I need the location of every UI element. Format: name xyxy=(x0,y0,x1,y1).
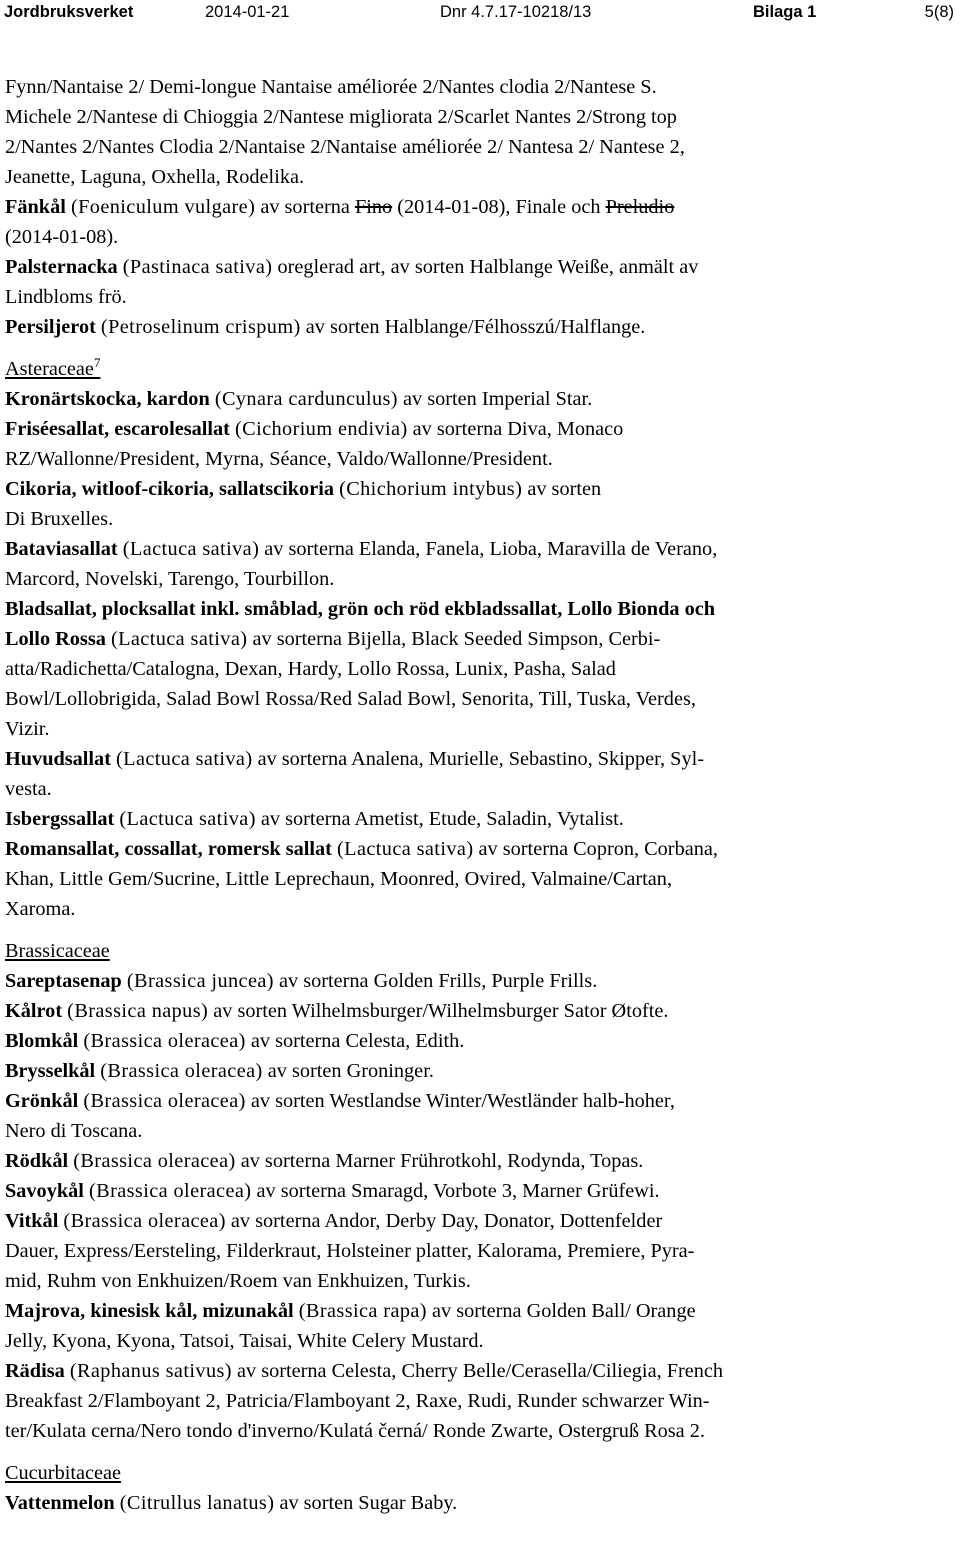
entry-text: av sorten Sugar Baby. xyxy=(274,1492,458,1514)
crop-name: Sareptasenap xyxy=(5,970,122,992)
entry-text: av sorterna Celesta, Cherry Belle/Cerasella/Ciliegia, French xyxy=(231,1360,724,1382)
entry-text: av sorten Groninger. xyxy=(262,1060,434,1082)
entry-sareptasenap xyxy=(5,966,950,996)
text-line: Bowl/Lollobrigida, Salad Bowl Rossa/Red Salad Bowl, Senorita, Till, Tuska, Verdes, xyxy=(5,688,696,710)
document-body xyxy=(5,72,950,1518)
text-line: Nero di Toscana. xyxy=(5,1120,143,1142)
text-line: Jeanette, Laguna, Oxhella, Rodelika. xyxy=(5,166,305,188)
crop-name: Majrova, kinesisk kål, mizunakål xyxy=(5,1300,294,1322)
latin-name: (Lactuca sativa) xyxy=(110,628,248,650)
entry-brysselkal xyxy=(5,1056,950,1086)
crop-name: Savoykål xyxy=(5,1180,84,1202)
entry-text: oreglerad art, av sorten Halblange Weiße, anmält av xyxy=(272,256,699,278)
crop-name: Rädisa xyxy=(5,1360,65,1382)
entry-kalrot xyxy=(5,996,950,1026)
family-heading-cucurbitaceae: Cucurbitaceae xyxy=(5,1462,121,1484)
entry-text: av sorten Halblange/Félhosszú/Halflange. xyxy=(300,316,646,338)
family-heading-asteraceae xyxy=(5,354,950,384)
struck-variety: Fino xyxy=(354,196,393,218)
entry-text: av sorterna Golden Ball/ Orange xyxy=(426,1300,696,1322)
entry-text: av sorterna Elanda, Fanela, Lioba, Maravilla de Verano, xyxy=(259,538,718,560)
header-date: 2014-01-21 xyxy=(205,3,290,21)
crop-name: Friséesallat, escarolesallat xyxy=(5,418,230,440)
entry-radisa xyxy=(5,1356,950,1446)
entry-text: (2014-01-08), Finale och xyxy=(392,196,606,218)
crop-name: Grönkål xyxy=(5,1090,79,1112)
entry-palsternacka xyxy=(5,252,950,312)
crop-name: Rödkål xyxy=(5,1150,69,1172)
text-line: Vizir. xyxy=(5,718,50,740)
crop-name: Vitkål xyxy=(5,1210,59,1232)
latin-name: (Lactuca sativa) xyxy=(337,838,474,860)
latin-name: (Brassica napus) xyxy=(67,1000,209,1022)
crop-name: Kålrot xyxy=(5,1000,63,1022)
crop-name: Palsternacka xyxy=(5,256,118,278)
latin-name: (Brassica oleracea) xyxy=(83,1090,246,1112)
entry-text: av sorten Imperial Star. xyxy=(397,388,593,410)
latin-name: (Brassica oleracea) xyxy=(63,1210,226,1232)
latin-name: (Brassica oleracea) xyxy=(100,1060,263,1082)
entry-batavia xyxy=(5,534,950,594)
text-line: 2/Nantes 2/Nantes Clodia 2/Nantaise 2/Nantaise améliorée 2/ Nantesa 2/ Nantese 2, xyxy=(5,136,685,158)
entry-huvudsallat xyxy=(5,744,950,804)
latin-name: (Pastinaca sativa) xyxy=(122,256,273,278)
header-dnr: Dnr 4.7.17-10218/13 xyxy=(440,3,592,21)
latin-name: (Lactuca sativa) xyxy=(122,538,260,560)
entry-text: av sorten Westlandse Winter/Westländer halb-hoher, xyxy=(245,1090,675,1112)
text-line: Breakfast 2/Flamboyant 2, Patricia/Flamboyant 2, Raxe, Rudi, Runder schwarzer Win- xyxy=(5,1390,710,1412)
text-line: Jelly, Kyona, Kyona, Tatsoi, Taisai, White Celery Mustard. xyxy=(5,1330,484,1352)
entry-text: av sorterna Ametist, Etude, Saladin, Vytalist. xyxy=(255,808,624,830)
latin-name: (Lactuca sativa) xyxy=(119,808,256,830)
latin-name: (Brassica juncea) xyxy=(126,970,274,992)
text-line: vesta. xyxy=(5,778,52,800)
entry-text: av sorterna xyxy=(255,196,355,218)
entry-text: av sorterna Bijella, Black Seeded Simpson, Cerbi- xyxy=(247,628,661,650)
crop-name: Blomkål xyxy=(5,1030,79,1052)
entry-text: av sorterna Copron, Corbana, xyxy=(473,838,718,860)
family-name: Asteraceae xyxy=(5,358,94,380)
entry-text: av sorten Wilhelmsburger/Wilhelmsburger Sator Øtofte. xyxy=(208,1000,669,1022)
text-line: Michele 2/Nantese di Chioggia 2/Nantese migliorata 2/Scarlet Nantes 2/Strong top xyxy=(5,106,677,128)
latin-name: (Brassica oleracea) xyxy=(88,1180,252,1202)
text-line: RZ/Wallonne/President, Myrna, Séance, Valdo/Wallonne/President. xyxy=(5,448,553,470)
crop-name: Bataviasallat xyxy=(5,538,118,560)
entry-text: av sorterna Diva, Monaco xyxy=(407,418,624,440)
header-bilaga: Bilaga 1 xyxy=(753,3,817,21)
text-line: Fynn/Nantaise 2/ Demi-longue Nantaise améliorée 2/Nantes clodia 2/Nantese S. xyxy=(5,76,657,98)
entry-frisee xyxy=(5,414,950,474)
text-line: atta/Radichetta/Catalogna, Dexan, Hardy, Lollo Rossa, Lunix, Pasha, Salad xyxy=(5,658,616,680)
latin-name: (Brassica rapa) xyxy=(298,1300,427,1322)
latin-name: (Cynara cardunculus) xyxy=(214,388,398,410)
crop-name: Bladsallat, plocksallat inkl. småblad, grön och röd ekbladssallat, Lollo Bionda och xyxy=(5,598,716,620)
crop-name: Brysselkål xyxy=(5,1060,96,1082)
text-line: Khan, Little Gem/Sucrine, Little Leprechaun, Moonred, Ovired, Valmaine/Cartan, xyxy=(5,868,673,890)
entry-fankal xyxy=(5,192,950,252)
entry-text: av sorterna Smaragd, Vorbote 3, Marner Grüfewi. xyxy=(251,1180,660,1202)
text-line: ter/Kulata cerna/Nero tondo d'inverno/Kulatá černá/ Ronde Zwarte, Ostergruß Rosa 2. xyxy=(5,1420,705,1442)
latin-name: (Foeniculum vulgare) xyxy=(70,196,256,218)
entry-blomkal xyxy=(5,1026,950,1056)
family-heading-brassicaceae: Brassicaceae xyxy=(5,940,110,962)
text-line: Lindbloms frö. xyxy=(5,286,127,308)
entry-persiljerot xyxy=(5,312,950,342)
latin-name: (Petroselinum crispum) xyxy=(100,316,301,338)
latin-name: (Cichorium endivia) xyxy=(234,418,408,440)
entry-rodkal xyxy=(5,1146,950,1176)
entry-vitkal xyxy=(5,1206,950,1296)
entry-text: av sorterna Marner Frührotkohl, Rodynda, Topas. xyxy=(235,1150,644,1172)
entry-text: av sorterna Analena, Murielle, Sebastino, Skipper, Syl- xyxy=(252,748,704,770)
crop-name: Huvudsallat xyxy=(5,748,111,770)
entry-text: av sorterna Celesta, Edith. xyxy=(245,1030,465,1052)
crop-name: Vattenmelon xyxy=(5,1492,115,1514)
entry-cikoria xyxy=(5,474,950,534)
text-line: mid, Ruhm von Enkhuizen/Roem van Enkhuizen, Turkis. xyxy=(5,1270,471,1292)
crop-name: Kronärtskocka, kardon xyxy=(5,388,210,410)
latin-name: (Chichorium intybus) xyxy=(339,478,523,500)
text-line: (2014-01-08). xyxy=(5,226,119,248)
latin-name: (Brassica oleracea) xyxy=(83,1030,246,1052)
entry-isbergssallat xyxy=(5,804,950,834)
crop-name: Cikoria, witloof-cikoria, sallatscikoria xyxy=(5,478,334,500)
text-line: Marcord, Novelski, Tarengo, Tourbillon. xyxy=(5,568,335,590)
crop-name: Romansallat, cossallat, romersk sallat xyxy=(5,838,332,860)
text-line: Di Bruxelles. xyxy=(5,508,114,530)
entry-text: av sorterna Andor, Derby Day, Donator, Dottenfelder xyxy=(225,1210,663,1232)
entry-vattenmelon xyxy=(5,1488,950,1518)
struck-variety: Preludio xyxy=(605,196,675,218)
entry-text: av sorten xyxy=(522,478,602,500)
crop-name: Persiljerot xyxy=(5,316,96,338)
entry-savoykal xyxy=(5,1176,950,1206)
entry-kronartskocka xyxy=(5,384,950,414)
latin-name: (Citrullus lanatus) xyxy=(119,1492,275,1514)
entry-bladsallat xyxy=(5,594,950,744)
entry-gronkal xyxy=(5,1086,950,1146)
header-organization: Jordbruksverket xyxy=(4,3,134,21)
header-page-number: 5(8) xyxy=(924,3,954,21)
latin-name: (Raphanus sativus) xyxy=(69,1360,232,1382)
intro-continuation xyxy=(5,72,950,192)
crop-name: Fänkål xyxy=(5,196,66,218)
footnote-ref: 7 xyxy=(93,355,101,371)
crop-name: Isbergssallat xyxy=(5,808,115,830)
entry-text: av sorterna Golden Frills, Purple Frills. xyxy=(273,970,598,992)
text-line: Dauer, Express/Eersteling, Filderkraut, Holsteiner platter, Kalorama, Premiere, Pyra- xyxy=(5,1240,695,1262)
crop-name: Lollo Rossa xyxy=(5,628,106,650)
entry-romansallat xyxy=(5,834,950,924)
text-line: Xaroma. xyxy=(5,898,76,920)
latin-name: (Brassica oleracea) xyxy=(73,1150,236,1172)
page-header xyxy=(0,0,960,30)
latin-name: (Lactuca sativa) xyxy=(116,748,253,770)
entry-majrova xyxy=(5,1296,950,1356)
